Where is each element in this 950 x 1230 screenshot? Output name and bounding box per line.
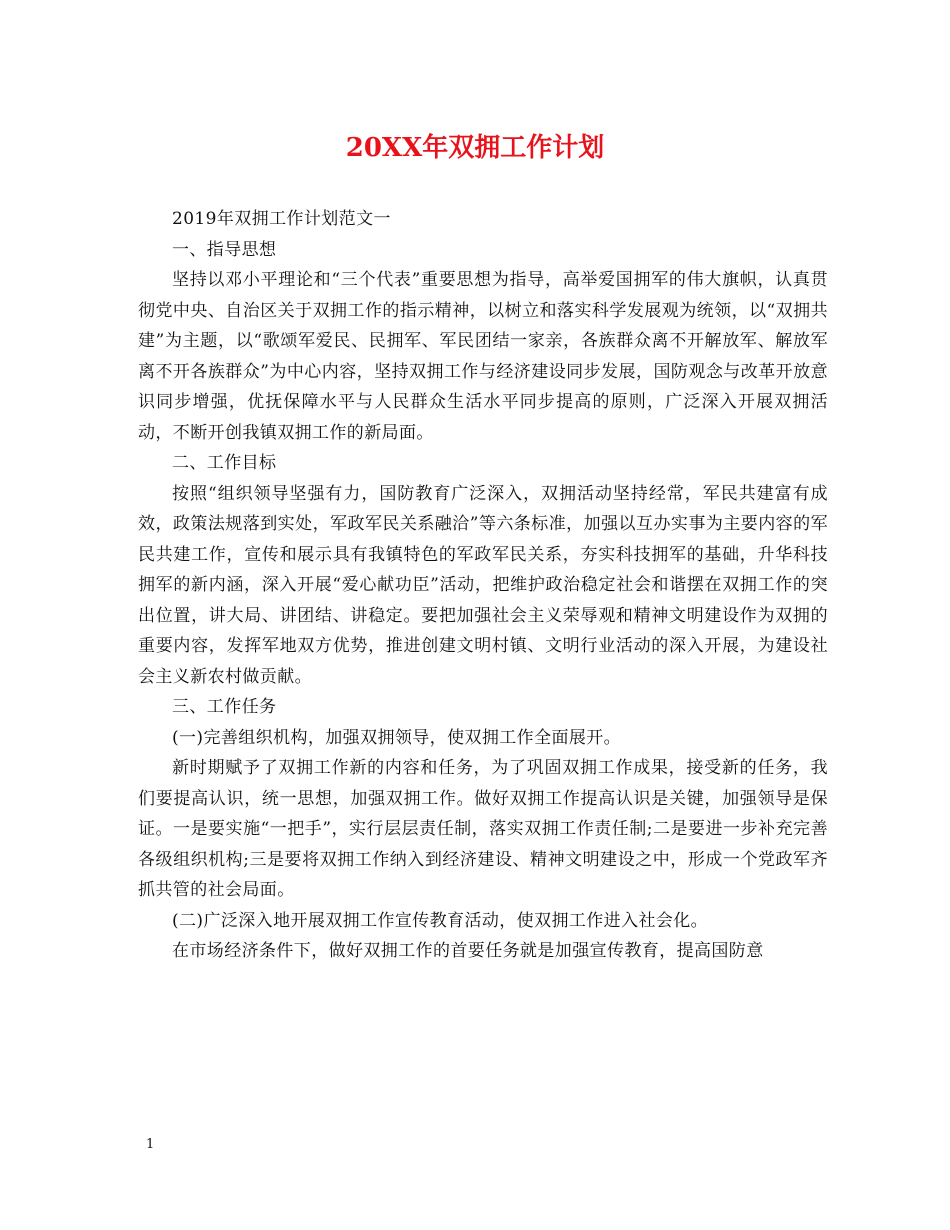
subsection-heading: (一)完善组织机构，加强双拥领导，使双拥工作全面展开。 <box>172 727 622 748</box>
paragraph-subtitle: 2019年双拥工作计划范文一 <box>172 209 391 229</box>
paragraph: 按照“组织领导坚强有力，国防教育广泛深入，双拥活动坚持经常，军民共建富有成效，政策法规落到实处，军政军民关系融洽”等六条标准，加强以互办实事为主要内容的军民共建工作，宣传和展示具有我镇特色的军政军民关系，夯实科技拥军的基础，升华科技拥军的新内涵，深入开展“爱心献功臣”活动，把维护政治稳定社会和谐摆在双拥工作的突出位置，讲大局、讲团结、讲稳定。要把加强社会主义荣辱观和精神文明建设作为双拥的重要内容，发挥军地双方优势，推进创建文明村镇、文明行业活动的深入开展，为建设社会主义新农村做贡献。 <box>138 483 828 687</box>
subsection-heading: (二)广泛深入地开展双拥工作宣传教育活动，使双拥工作进入社会化。 <box>172 910 709 931</box>
paragraph: 新时期赋予了双拥工作新的内容和任务，为了巩固双拥工作成果，接受新的任务，我们要提高认识，统一思想，加强双拥工作。做好双拥工作提高认识是关键，加强领导是保证。一是要实施“一把手”，实行层层责任制，落实双拥工作责任制;二是要进一步补充完善各级组织机构;三是要将双拥工作纳入到经济建设、精神文明建设之中，形成一个党政军齐抓共管的社会局面。 <box>138 758 828 900</box>
paragraph: 坚持以邓小平理论和“三个代表”重要思想为指导，高举爱国拥军的伟大旗帜，认真贯彻党中央、自治区关于双拥工作的指示精神，以树立和落实科学发展观为统领，以“双拥共建”为主题，以“歌颂军爱民、民拥军、军民团结一家亲，各族群众离不开解放军、解放军离不开各族群众”为中心内容，坚持双拥工作与经济建设同步发展，国防观念与改革开放意识同步增强，优抚保障水平与人民群众生活水平同步提高的原则，广泛深入开展双拥活动，不断开创我镇双拥工作的新局面。 <box>138 270 828 443</box>
document-body <box>138 204 828 967</box>
paragraph: 在市场经济条件下，做好双拥工作的首要任务就是加强宣传教育，提高国防意 <box>172 941 764 961</box>
section-heading-work-tasks: 三、工作任务 <box>172 697 277 717</box>
page-number: 1 <box>146 1137 155 1152</box>
document-title: 20XX年双拥工作计划 <box>345 133 605 163</box>
section-heading-work-goals: 二、工作目标 <box>172 453 277 473</box>
section-heading-guiding-ideology: 一、指导思想 <box>172 239 277 260</box>
